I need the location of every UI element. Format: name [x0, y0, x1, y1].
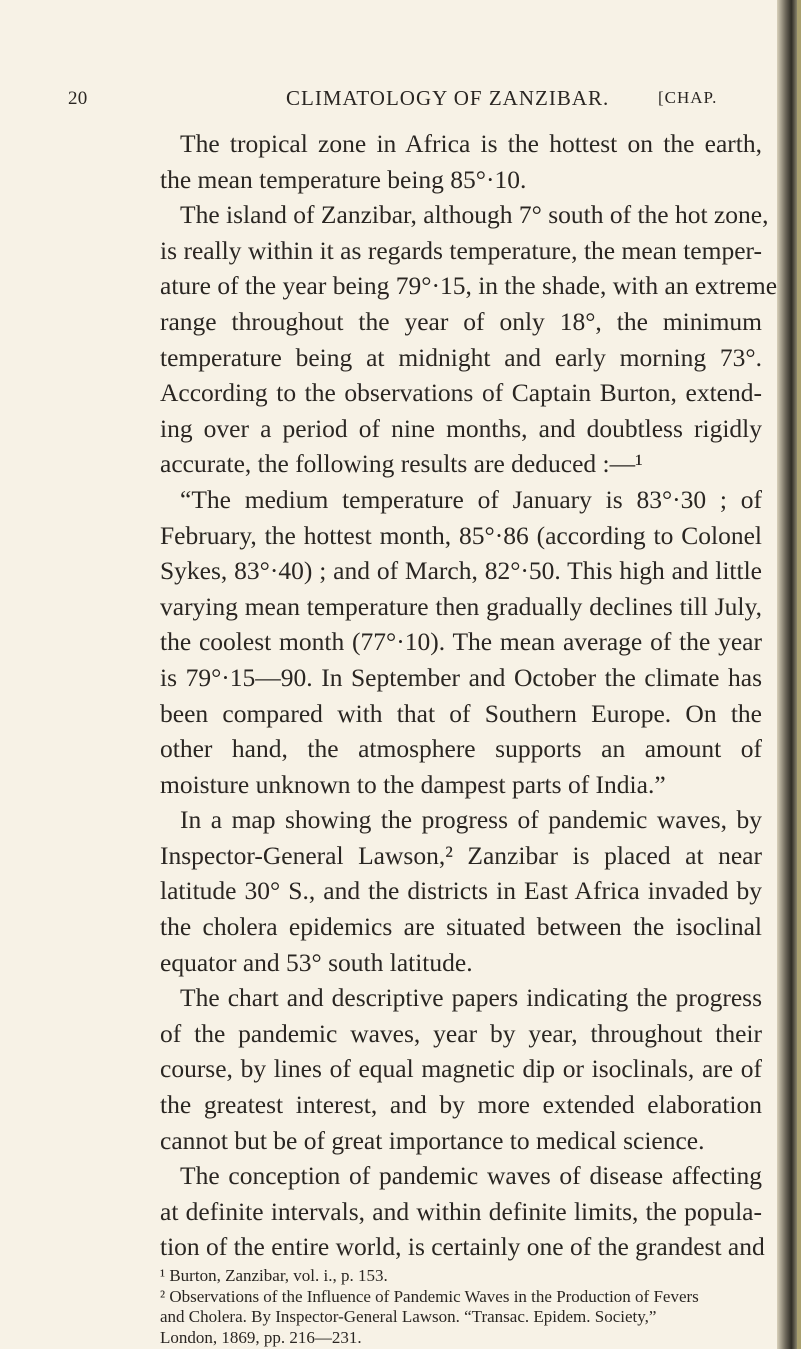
footnote-1: ¹ Burton, Zanzibar, vol. i., p. 153. — [160, 1266, 388, 1285]
footnotes — [160, 1266, 762, 1348]
text-line: temperature being at midnight and early morning 73°. — [160, 342, 762, 372]
text-line: moisture unknown to the dampest parts of India.” — [160, 769, 666, 799]
text-line: the coolest month (77°·10). The mean average of the year — [160, 627, 762, 657]
text-line: cannot but be of great importance to medical science. — [160, 1125, 705, 1155]
body-text — [160, 126, 778, 1265]
text-line: February, the hottest month, 85°·86 (according to Colonel — [160, 520, 762, 550]
text-line: Sykes, 83°·40) ; and of March, 82°·50. This high and little — [160, 556, 762, 586]
text-line: range throughout the year of only 18°, the minimum — [160, 306, 762, 336]
running-title: CLIMATOLOGY OF ZANZIBAR. — [286, 86, 610, 110]
footnote-2-continued: London, 1869, pp. 216—231. — [160, 1327, 362, 1347]
text-line: The chart and descriptive papers indicating the progress — [180, 983, 762, 1013]
text-line: The island of Zanzibar, although 7° south of the hot zone, — [180, 200, 769, 230]
text-line: been compared with that of Southern Europe. On the — [160, 698, 762, 728]
text-line: latitude 30° S., and the districts in East Africa invaded by — [160, 876, 762, 906]
text-line: other hand, the atmosphere supports an amount of — [160, 734, 762, 764]
footnote-2-continued: and Cholera. By Inspector-General Lawson. “Transac. Epidem. Society,” — [160, 1307, 657, 1326]
text-line: is really within it as regards temperature, the mean temper- — [160, 235, 762, 265]
text-line: of the pandemic waves, year by year, throughout their — [160, 1018, 762, 1048]
footnote-2: ² Observations of the Influence of Pandemic Waves in the Production of Fevers — [160, 1286, 699, 1306]
text-line: The tropical zone in Africa is the hottest on the earth, — [180, 129, 762, 158]
text-line: equator and 53° south latitude. — [160, 947, 473, 977]
page-number: 20 — [68, 88, 88, 109]
text-line: Inspector-General Lawson,² Zanzibar is placed at near — [160, 840, 762, 870]
text-line: According to the observations of Captain Burton, extend- — [160, 378, 762, 408]
text-line: In a map showing the progress of pandemic waves, by — [180, 805, 762, 835]
text-line: accurate, the following results are deduced :—¹ — [160, 449, 643, 479]
running-head — [0, 86, 801, 112]
text-line: is 79°·15—90. In September and October the climate has — [160, 662, 762, 692]
text-line: course, by lines of equal magnetic dip or isoclinals, are of — [160, 1054, 762, 1084]
text-line: tion of the entire world, is certainly one of the grandest and — [160, 1232, 765, 1262]
text-line: ing over a period of nine months, and doubtless rigidly — [160, 413, 762, 443]
text-line: ature of the year being 79°·15, in the shade, with an extreme — [160, 271, 778, 301]
text-line: “The medium temperature of January is 83°·30 ; of — [180, 484, 762, 514]
text-line: The conception of pandemic waves of disease affecting — [180, 1161, 762, 1191]
text-line: the mean temperature being 85°·10. — [160, 164, 527, 194]
text-line: at definite intervals, and within definite limits, the popula- — [160, 1196, 762, 1226]
text-line: the greatest interest, and by more extended elaboration — [160, 1090, 762, 1120]
page-edge-binding — [797, 0, 801, 1349]
text-line: the cholera epidemics are situated between the isoclinal — [160, 912, 762, 942]
text-line: varying mean temperature then gradually declines till July, — [160, 591, 762, 621]
chapter-label: [CHAP. — [658, 88, 718, 107]
